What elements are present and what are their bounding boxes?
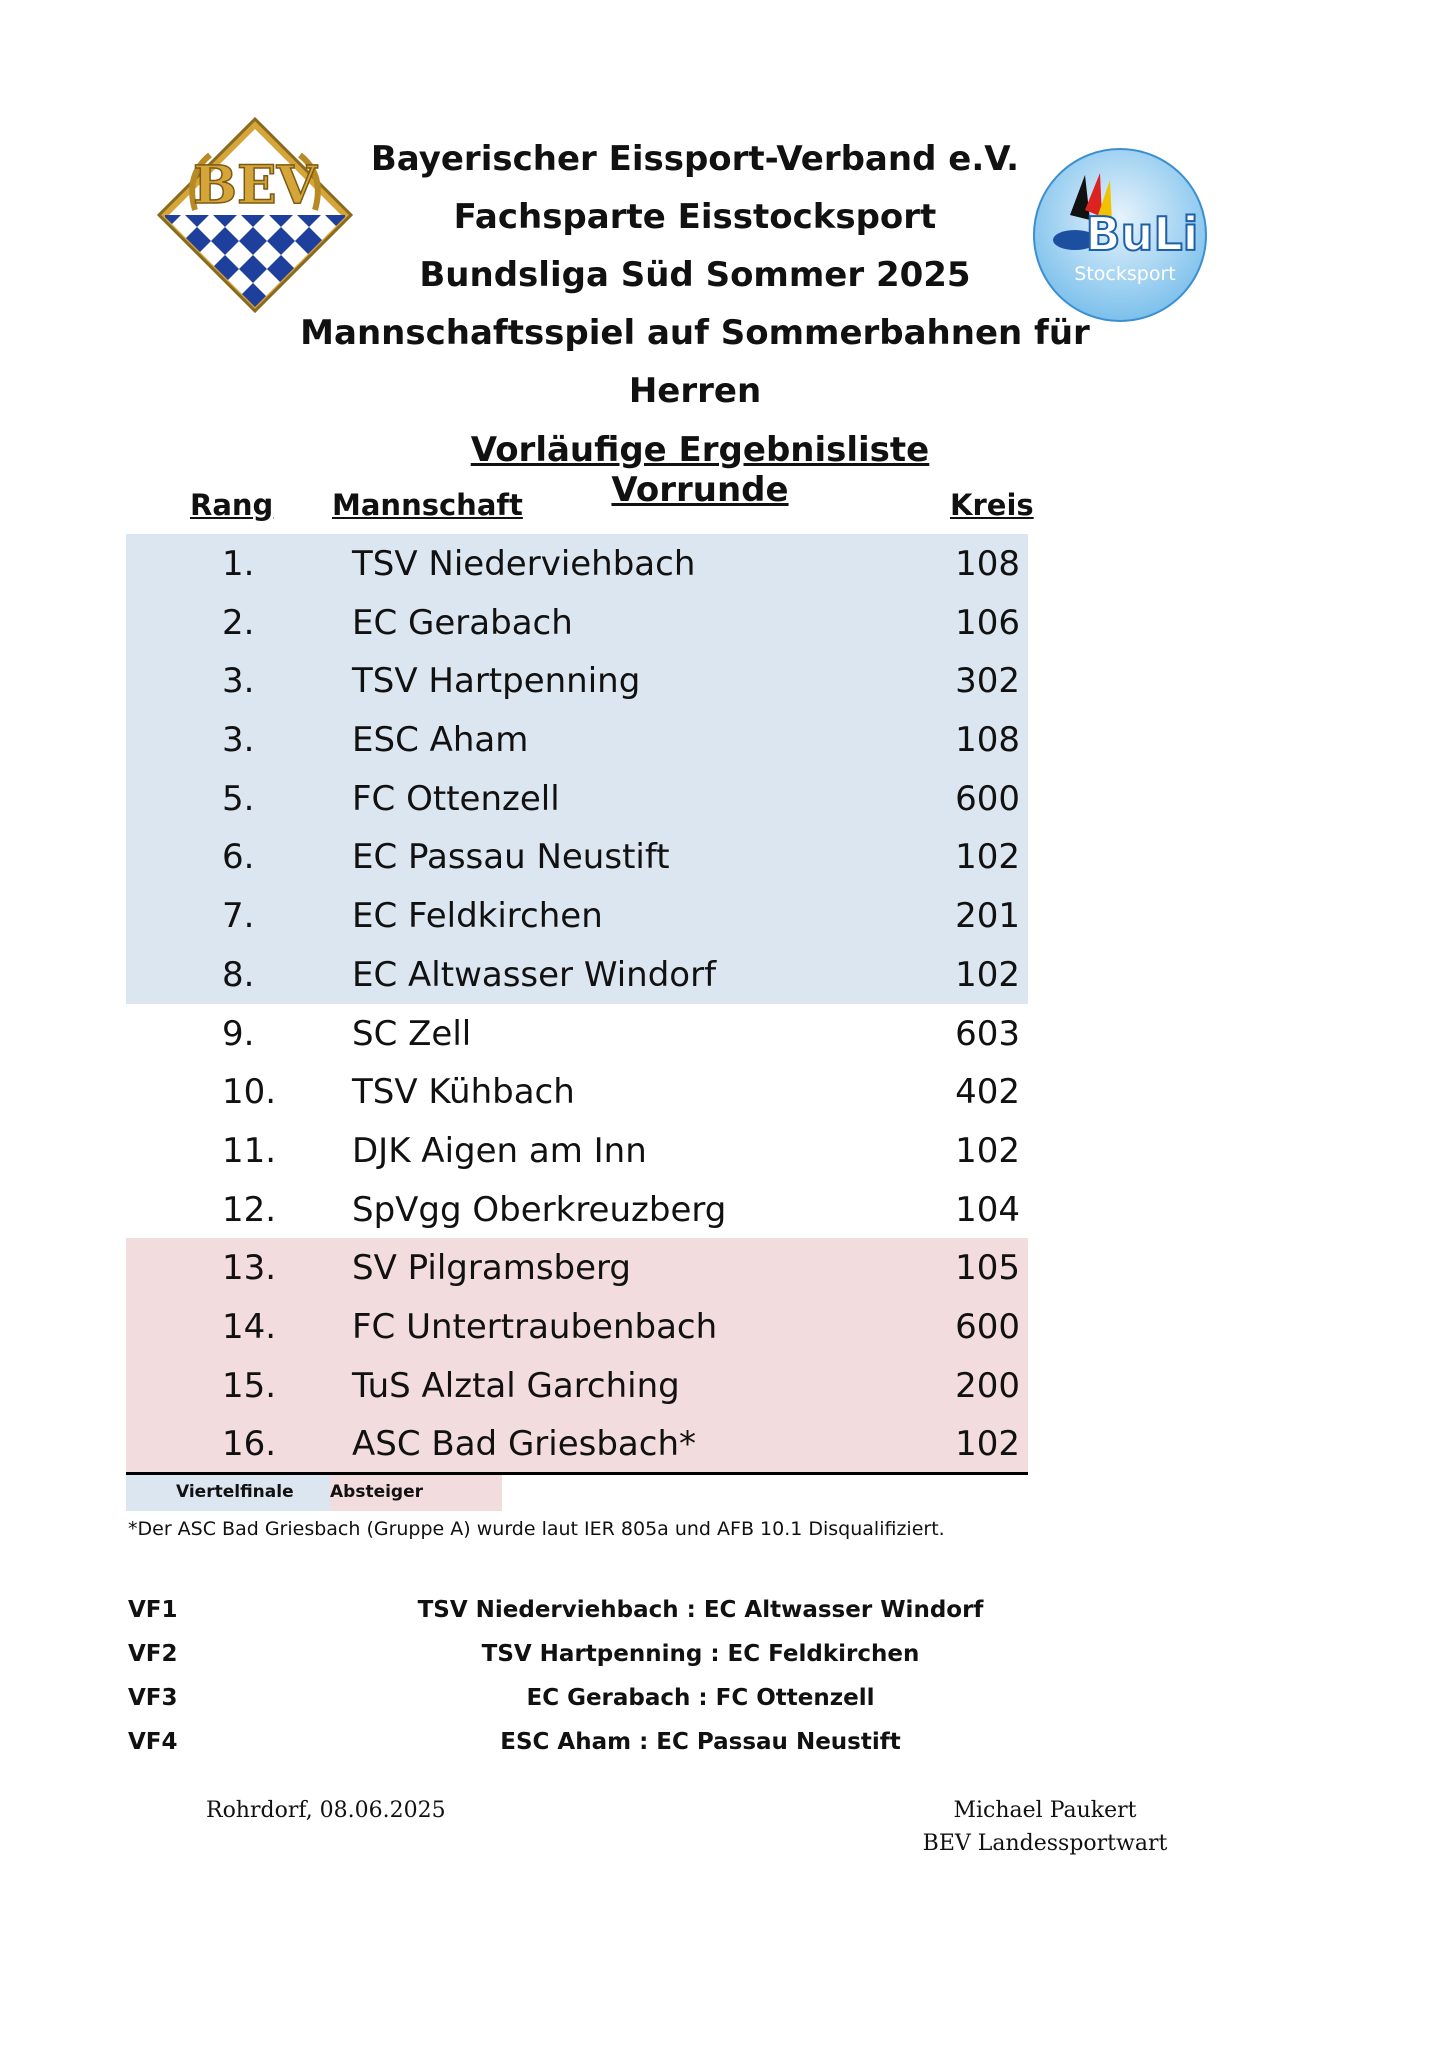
legend-absteiger-label: Absteiger (330, 1482, 424, 1502)
results-table (126, 534, 1028, 1473)
row-kreis: 108 (955, 544, 1020, 584)
row-kreis: 102 (955, 837, 1020, 878)
table-row (126, 769, 1028, 828)
row-kreis: 402 (955, 1072, 1020, 1113)
row-team: TSV Hartpenning (352, 661, 641, 702)
table-row (126, 1238, 1028, 1297)
row-kreis: 603 (955, 1013, 1020, 1054)
row-rank: 11. (222, 1130, 277, 1171)
table-row (126, 1414, 1028, 1473)
row-team: SV Pilgramsberg (352, 1248, 631, 1289)
quarterfinal-row (128, 1685, 1128, 1725)
legend-absteiger (330, 1475, 502, 1511)
row-rank: 10. (222, 1072, 277, 1113)
signature-name: Michael Paukert (953, 1798, 1137, 1823)
header-line-1: Bayerischer Eissport-Verband e.V. (370, 139, 1020, 179)
row-rank: 6. (222, 837, 255, 878)
column-header-team: Mannschaft (332, 488, 523, 522)
table-row (126, 534, 1028, 593)
quarterfinal-label: VF1 (128, 1597, 178, 1623)
column-header-rank: Rang (190, 488, 274, 522)
row-rank: 1. (222, 544, 255, 584)
row-rank: 2. (222, 602, 255, 643)
column-header-kreis: Kreis (950, 488, 1034, 522)
row-rank: 15. (222, 1365, 277, 1406)
table-row (126, 651, 1028, 710)
row-kreis: 600 (955, 1306, 1020, 1347)
signature-role: BEV Landessportwart (922, 1831, 1168, 1856)
table-row (126, 945, 1028, 1004)
footnote: *Der ASC Bad Griesbach (Gruppe A) wurde laut IER 805a und AFB 10.1 Disqualifiziert. (128, 1518, 945, 1540)
row-kreis: 102 (955, 1424, 1020, 1465)
table-row (126, 1180, 1028, 1239)
signature-block (920, 1794, 1170, 1860)
place-date: Rohrdorf, 08.06.2025 (206, 1798, 446, 1823)
table-row (126, 1121, 1028, 1180)
row-kreis: 108 (955, 720, 1020, 761)
table-row (126, 1297, 1028, 1356)
row-kreis: 105 (955, 1248, 1020, 1289)
header-line-3: Bundsliga Süd Sommer 2025 (419, 255, 971, 295)
row-team: TuS Alztal Garching (352, 1365, 680, 1406)
row-team: ASC Bad Griesbach* (352, 1424, 697, 1465)
quarterfinal-match: TSV Niederviehbach : EC Altwasser Windorf (417, 1597, 984, 1623)
row-team: TSV Niederviehbach (352, 544, 696, 584)
table-row (126, 886, 1028, 945)
row-rank: 13. (222, 1248, 277, 1289)
row-kreis: 200 (955, 1365, 1020, 1406)
row-rank: 12. (222, 1189, 277, 1230)
table-row (126, 1004, 1028, 1063)
legend-viertelfinale (126, 1475, 330, 1511)
row-kreis: 302 (955, 661, 1020, 702)
row-team: SpVgg Oberkreuzberg (352, 1189, 727, 1230)
row-team: EC Feldkirchen (352, 896, 603, 937)
row-team: FC Ottenzell (352, 778, 560, 819)
row-rank: 9. (222, 1013, 255, 1054)
quarterfinal-match: EC Gerabach : FC Ottenzell (526, 1685, 875, 1711)
quarterfinal-match: ESC Aham : EC Passau Neustift (500, 1729, 901, 1755)
row-kreis: 600 (955, 778, 1020, 819)
row-team: SC Zell (352, 1013, 472, 1054)
legend-viertelfinale-label: Viertelfinale (176, 1482, 294, 1502)
header-line-2: Fachsparte Eisstocksport (453, 197, 937, 237)
row-team: EC Altwasser Windorf (352, 954, 717, 995)
buli-logo-subtext: Stocksport (1074, 263, 1176, 285)
document-header (280, 130, 1110, 420)
row-kreis: 102 (955, 954, 1020, 995)
buli-logo-text: BuLi (1085, 207, 1199, 261)
table-row (126, 710, 1028, 769)
header-line-4: Mannschaftsspiel auf Sommerbahnen für Herren (300, 313, 1090, 411)
quarterfinal-row (128, 1729, 1128, 1769)
row-team: TSV Kühbach (352, 1072, 575, 1113)
row-kreis: 104 (955, 1189, 1020, 1230)
row-team: ESC Aham (352, 720, 529, 761)
quarterfinal-row (128, 1641, 1128, 1681)
row-team: FC Untertraubenbach (352, 1306, 718, 1347)
row-rank: 3. (222, 720, 255, 761)
row-team: DJK Aigen am Inn (352, 1130, 647, 1171)
quarterfinal-row (128, 1597, 1128, 1637)
table-row (126, 827, 1028, 886)
quarterfinal-label: VF4 (128, 1729, 178, 1755)
row-rank: 3. (222, 661, 255, 702)
row-rank: 5. (222, 778, 255, 819)
table-row (126, 1062, 1028, 1121)
row-rank: 7. (222, 896, 255, 937)
row-team: EC Gerabach (352, 602, 573, 643)
row-rank: 8. (222, 954, 255, 995)
bev-logo-text: BEV (193, 155, 317, 216)
table-row (126, 1356, 1028, 1415)
row-rank: 16. (222, 1424, 277, 1465)
row-kreis: 106 (955, 602, 1020, 643)
quarterfinal-match: TSV Hartpenning : EC Feldkirchen (481, 1641, 920, 1667)
page-title: Vorläufige Ergebnisliste Vorrunde (470, 430, 930, 510)
quarterfinal-label: VF2 (128, 1641, 178, 1667)
row-kreis: 201 (955, 896, 1020, 937)
row-rank: 14. (222, 1306, 277, 1347)
row-team: EC Passau Neustift (352, 837, 670, 878)
table-row (126, 593, 1028, 652)
row-kreis: 102 (955, 1130, 1020, 1171)
quarterfinal-label: VF3 (128, 1685, 178, 1711)
